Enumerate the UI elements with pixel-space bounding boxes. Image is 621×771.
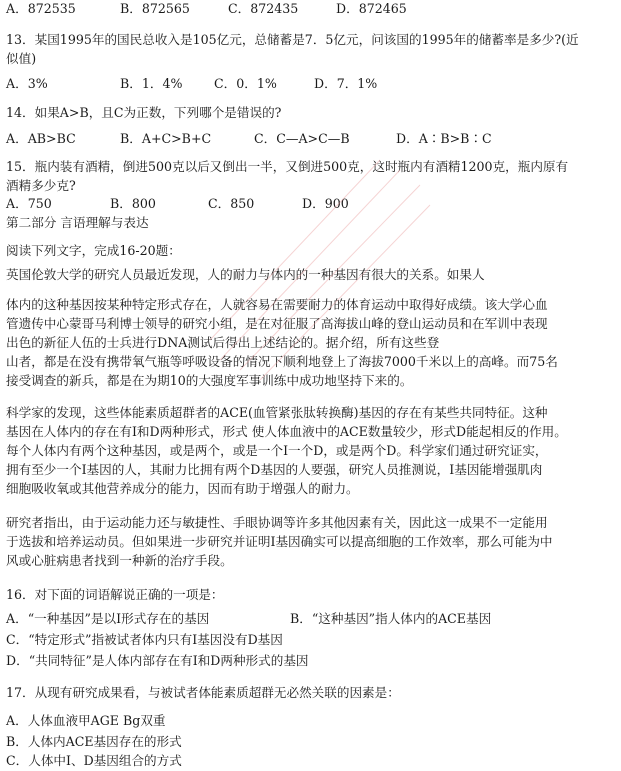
passage-line: 研究者指出，由于运动能力还与敏捷性、手眼协调等许多其他因素有关，因此这一成果不一定能用 [6, 515, 548, 530]
q15-stem-line2: 酒精多少克? [6, 178, 76, 193]
passage-line: 于选拔和培养运动员。但如果进一步研究并证明I基因确实可以提高细胞的工作效率，那么可能为中 [6, 534, 553, 549]
passage-line: 拥有至少一个I基因的人，其耐力比拥有两个D基因的人要强，研究人员推测说，I基因能增强肌肉 [6, 462, 543, 477]
passage-line: 体内的这种基因按某种特定形式存在，人就容易在需要耐力的体育运动中取得好成绩。该大学心血 [6, 297, 548, 312]
passage-line: 英国伦敦大学的研究人员最近发现，人的耐力与体内的一种基因有很大的关系。如果人 [6, 267, 485, 282]
q14-option-d: D．A∶B>B∶C [396, 131, 492, 146]
q16-option-a: A．“一种基因”是以I形式存在的基因 [6, 611, 210, 626]
q13-stem-line2: 似值) [6, 51, 37, 66]
q17-option-a: A．人体血液甲AGE Bg双重 [6, 713, 166, 728]
q16-option-c: C．“特定形式”指被试者体内只有I基因没有D基因 [6, 632, 283, 647]
passage-line: 细胞吸收氧或其他营养成分的能力，因而有助于增强人的耐力。 [6, 481, 359, 496]
q13-option-c: C．0．1% [214, 76, 277, 91]
passage-line: 科学家的发现，这些体能素质超群者的ACE(血管紧张肽转换酶)基因的存在有某些共同特征。这种 [6, 405, 548, 420]
q13-stem-line1: 13．某国1995年的国民总收入是105亿元，总储蓄是7．5亿元，问该国的1995年的储蓄率是多少?(近 [6, 32, 579, 47]
passage-line: 每个人体内有两个这种基因，或是两个，或是一个I一个D，或是两个D。科学家们通过研究证实， [6, 443, 548, 458]
q13-option-a: A．3% [6, 76, 48, 91]
q17-option-b: B．人体内ACE基因存在的形式 [6, 734, 182, 749]
q14-option-c: C．C—A>C—B [254, 131, 350, 146]
passage-line: 接受调查的新兵，都是在为期10的大强度军事训练中成功地坚持下来的。 [6, 373, 413, 388]
passage-line: 山者，都是在没有携带氧气瓶等呼吸设备的情况下顺利地登上了海拔7000千米以上的高峰。而75名 [6, 354, 558, 369]
q13-option-b: B．1．4% [120, 76, 183, 91]
q12-option-b: B．872565 [120, 1, 190, 16]
reading-intro: 阅读下列文字，完成16-20题： [6, 243, 181, 258]
q12-option-d: D．872465 [336, 1, 407, 16]
q15-option-a: A．750 [6, 196, 52, 211]
q12-option-a: A．872535 [6, 1, 76, 16]
q16-option-b: B．“这种基因”指人体内的ACE基因 [290, 611, 492, 626]
q14-stem: 14．如果A>B，且C为正数，下列哪个是错误的? [6, 105, 282, 120]
q17-stem: 17．从现有研究成果看，与被试者体能素质超群无必然关联的因素是： [6, 685, 400, 700]
q16-option-d: D．“共同特征”是人体内部存在有I和D两种形式的基因 [6, 653, 309, 668]
q14-option-a: A．AB>BC [6, 131, 76, 146]
passage-line: 管遗传中心蒙哥马利博士领导的研究小组，是在对征服了高海拔山峰的登山运动员和在军训中表现 [6, 316, 548, 331]
q15-option-c: C．850 [208, 196, 255, 211]
passage-line: 出色的新征人伍的士兵进行DNA测试后得出上述结论的。据介绍，所有这些登 [6, 335, 440, 350]
section-title: 第二部分 言语理解与表达 [6, 215, 149, 230]
q15-option-b: B．800 [110, 196, 156, 211]
q13-option-d: D．7．1% [314, 76, 378, 91]
q15-option-d: D．900 [302, 196, 349, 211]
q14-option-b: B．A+C>B+C [120, 131, 212, 146]
passage-line: 基因在人体内的存在有I和D两种形式，形式 使人体血液中的ACE数量较少，形式D能起相反的作用。 [6, 424, 567, 439]
passage-line: 风或心脏病患者找到一种新的治疗手段。 [6, 553, 233, 568]
q17-option-c: C．人体中I、D基因组合的方式 [6, 753, 182, 768]
q16-stem: 16．对下面的词语解说正确的一项是： [6, 587, 224, 602]
q15-stem-line1: 15．瓶内装有酒精，倒进500克以后又倒出一半，又倒进500克，这时瓶内有酒精1200克，瓶内原有 [6, 159, 569, 174]
q12-option-c: C．872435 [228, 1, 299, 16]
